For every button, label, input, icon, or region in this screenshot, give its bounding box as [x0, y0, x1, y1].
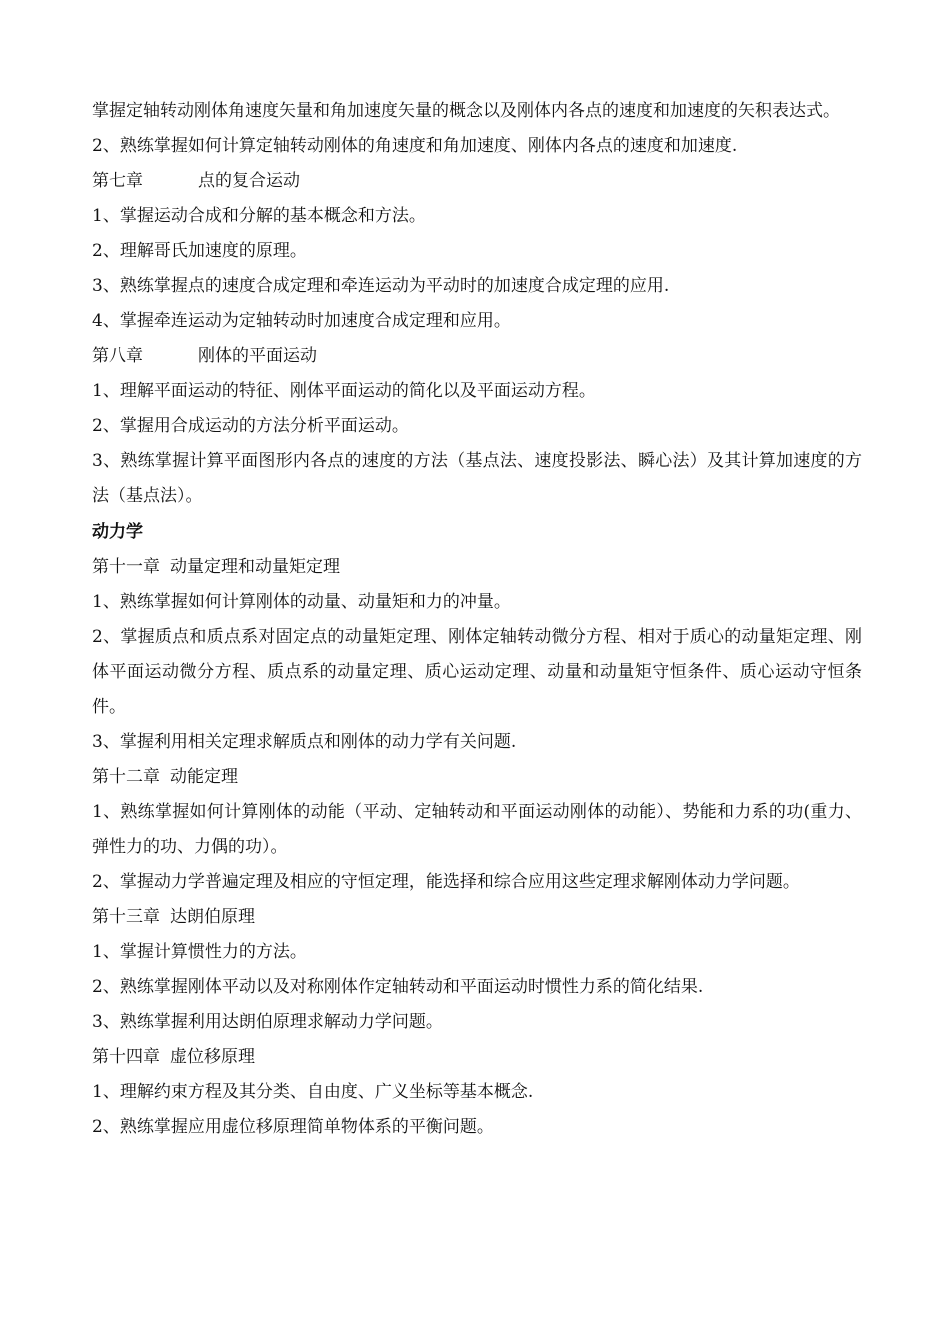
list-item: 1、掌握运动合成和分解的基本概念和方法。: [92, 206, 426, 226]
list-item: 2、理解哥氏加速度的原理。: [92, 241, 307, 261]
list-item: 3、掌握利用相关定理求解质点和刚体的动力学有关问题.: [92, 732, 517, 752]
chapter-title: 刚体的平面运动: [198, 346, 317, 366]
list-item: 1、理解约束方程及其分类、自由度、广义坐标等基本概念.: [92, 1082, 534, 1102]
document-page: [92, 94, 862, 1145]
list-item: 1、理解平面运动的特征、刚体平面运动的简化以及平面运动方程。: [92, 381, 596, 401]
chapter-title: 动能定理: [170, 767, 238, 787]
chapter-heading-14: [92, 1040, 862, 1075]
chapter-heading-11: [92, 550, 862, 585]
list-item: 3、熟练掌握点的速度合成定理和牵连运动为平动时的加速度合成定理的应用.: [92, 276, 670, 296]
chapter-label: 第十四章: [92, 1047, 160, 1067]
paragraph-rotation-calc: 2、熟练掌握如何计算定轴转动刚体的角速度和角加速度、刚体内各点的速度和加速度.: [92, 136, 738, 156]
list-item: 2、掌握动力学普遍定理及相应的守恒定理，能选择和综合应用这些定理求解刚体动力学问题。: [92, 872, 800, 892]
list-item: 3、熟练掌握利用达朗伯原理求解动力学问题。: [92, 1012, 443, 1032]
paragraph-vector-expressions: 掌握定轴转动刚体角速度矢量和角加速度矢量的概念以及刚体内各点的速度和加速度的矢积表达式。: [92, 101, 840, 121]
chapter-title: 达朗伯原理: [170, 907, 255, 927]
list-item: 1、掌握计算惯性力的方法。: [92, 942, 307, 962]
chapter-title: 动量定理和动量矩定理: [170, 557, 340, 577]
chapter-label: 第七章: [92, 171, 143, 191]
chapter-heading-8: [92, 339, 862, 374]
chapter-title: 虚位移原理: [170, 1047, 255, 1067]
chapter-label: 第十三章: [92, 907, 160, 927]
list-item: 3、熟练掌握计算平面图形内各点的速度的方法（基点法、速度投影法、瞬心法）及其计算加速度的方法（基点法）。: [92, 451, 862, 506]
list-item: 2、熟练掌握刚体平动以及对称刚体作定轴转动和平面运动时惯性力系的简化结果.: [92, 977, 704, 997]
list-item: 1、熟练掌握如何计算刚体的动能（平动、定轴转动和平面运动刚体的动能）、势能和力系的功(重力、弹性力的功、力偶的功）。: [92, 802, 862, 857]
chapter-heading-12: [92, 760, 862, 795]
list-item: 2、掌握质点和质点系对固定点的动量矩定理、刚体定轴转动微分方程、相对于质心的动量矩定理、刚体平面运动微分方程、质点系的动量定理、质心运动定理、动量和动量矩守恒条件、质心运动守恒条件。: [92, 627, 862, 717]
chapter-heading-7: [92, 164, 862, 199]
section-heading-dynamics: 动力学: [92, 522, 143, 542]
chapter-label: 第十一章: [92, 557, 160, 577]
chapter-label: 第十二章: [92, 767, 160, 787]
list-item: 2、掌握用合成运动的方法分析平面运动。: [92, 416, 409, 436]
list-item: 2、熟练掌握应用虚位移原理简单物体系的平衡问题。: [92, 1117, 494, 1137]
list-item: 1、熟练掌握如何计算刚体的动量、动量矩和力的冲量。: [92, 592, 511, 612]
list-item: 4、掌握牵连运动为定轴转动时加速度合成定理和应用。: [92, 311, 511, 331]
chapter-heading-13: [92, 900, 862, 935]
chapter-title: 点的复合运动: [198, 171, 300, 191]
chapter-label: 第八章: [92, 346, 143, 366]
